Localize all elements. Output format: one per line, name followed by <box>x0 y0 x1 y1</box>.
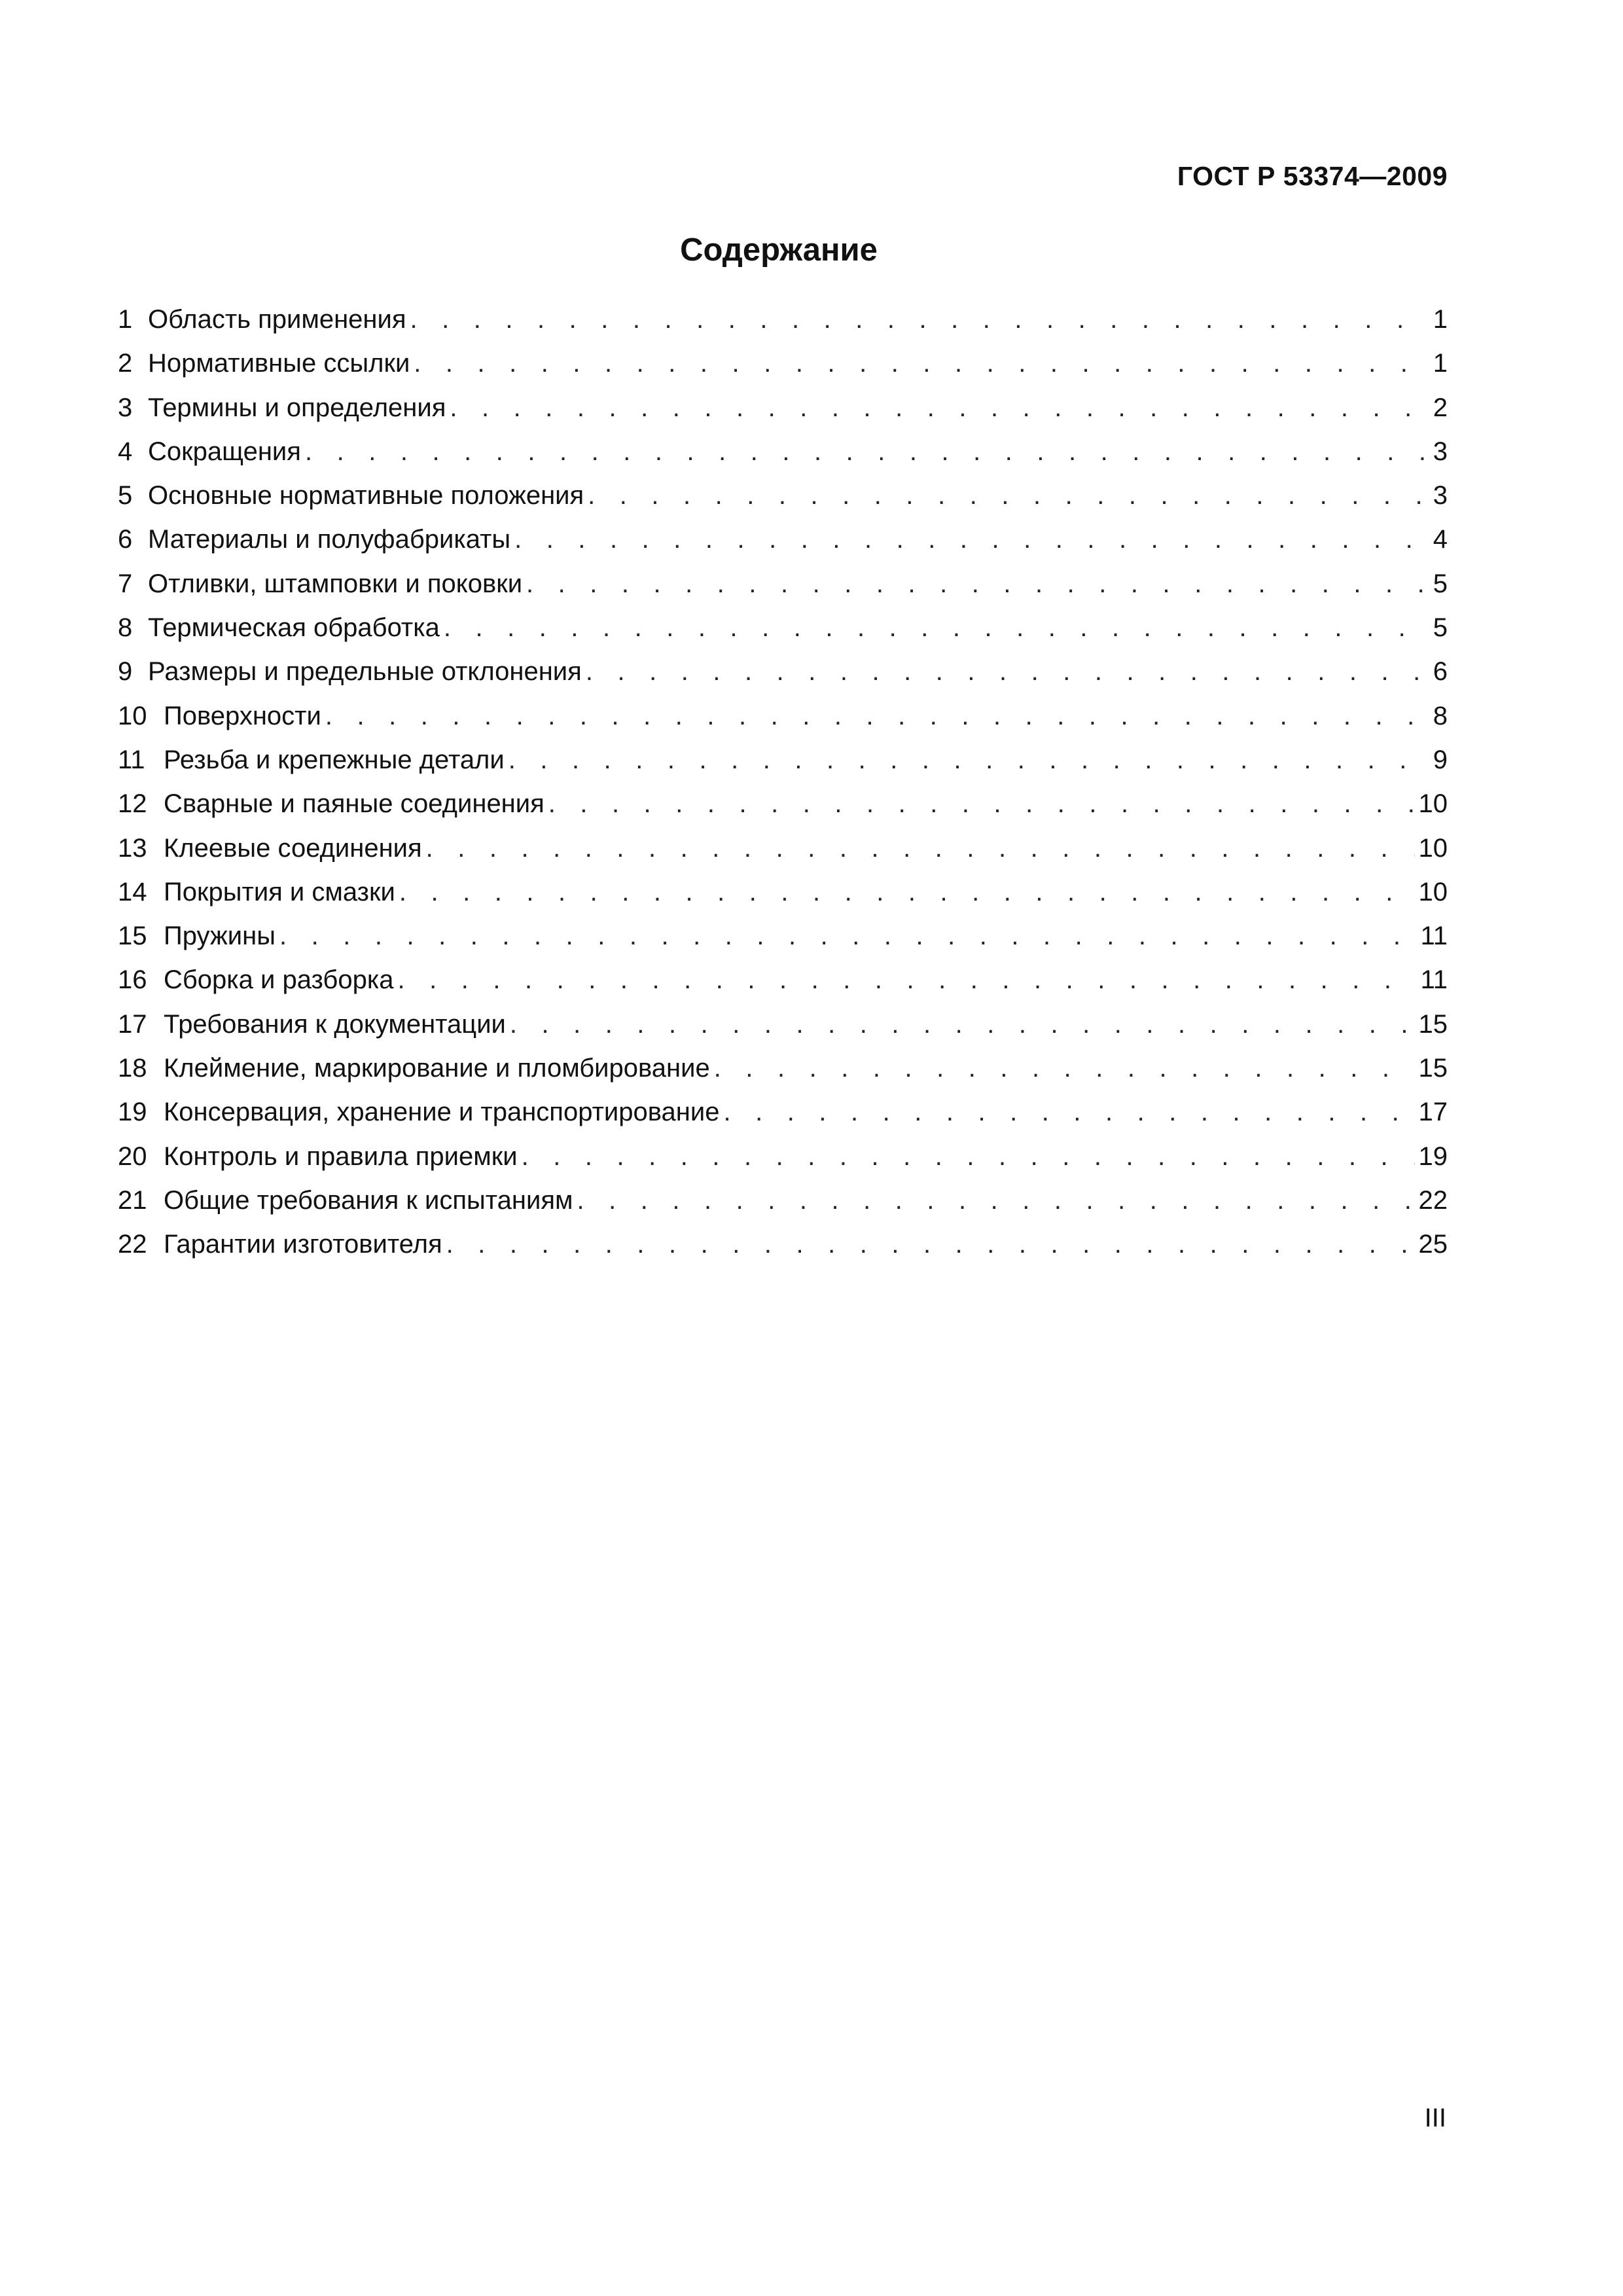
toc-entry[interactable] <box>118 958 1448 1002</box>
page-number: III <box>1424 2104 1446 2132</box>
toc-entry-page: 10 <box>1418 833 1448 863</box>
toc-entry-title: Резьба и крепежные детали <box>164 745 505 774</box>
toc-entry-title: Размеры и предельные отклонения <box>148 657 582 687</box>
toc-entry[interactable] <box>118 650 1448 694</box>
toc-entry-number: 3 <box>118 393 133 422</box>
dot-leader <box>279 914 1417 958</box>
dot-leader <box>325 694 1429 738</box>
dot-leader <box>723 1090 1414 1134</box>
dot-leader <box>588 474 1429 518</box>
toc-entry[interactable] <box>118 430 1448 474</box>
toc-entry[interactable] <box>118 1179 1448 1223</box>
toc-entry[interactable] <box>118 694 1448 738</box>
toc-entry-title: Сокращения <box>148 437 301 466</box>
toc-entry-page: 15 <box>1418 1009 1448 1039</box>
toc-entry[interactable] <box>118 782 1448 826</box>
toc-entry[interactable] <box>118 474 1448 518</box>
toc-entry-number: 1 <box>118 305 133 334</box>
dot-leader <box>397 958 1416 1002</box>
toc-entry-title: Сварные и паяные соединения <box>164 789 544 819</box>
document-code: ГОСТ Р 53374—2009 <box>1177 161 1448 191</box>
dot-leader <box>508 738 1429 782</box>
toc-entry-page: 15 <box>1418 1054 1448 1083</box>
toc-entry-title: Сборка и разборка <box>164 965 394 995</box>
dot-leader <box>577 1179 1415 1223</box>
toc-entry[interactable] <box>118 606 1448 650</box>
toc-entry-page: 8 <box>1433 701 1448 730</box>
toc-entry[interactable] <box>118 298 1448 342</box>
toc-entry-title: Поверхности <box>164 701 321 730</box>
toc-entry-title: Термины и определения <box>148 393 446 422</box>
toc-title: Содержание <box>680 232 878 268</box>
toc-entry[interactable] <box>118 914 1448 958</box>
toc-entry-page: 1 <box>1433 349 1448 378</box>
toc-entry-number: 19 <box>118 1098 147 1127</box>
toc-entry-number: 18 <box>118 1054 147 1083</box>
toc-entry-number: 2 <box>118 349 133 378</box>
toc-entry-number: 17 <box>118 1009 147 1039</box>
toc-entry-number: 6 <box>118 525 133 554</box>
toc-entry-title: Основные нормативные положения <box>148 481 584 511</box>
toc-entry-number: 8 <box>118 613 133 643</box>
toc-entry[interactable] <box>118 562 1448 606</box>
toc-entry-title: Отливки, штамповки и поковки <box>148 569 523 598</box>
toc-entry-page: 2 <box>1433 393 1448 422</box>
toc-entry-page: 10 <box>1418 877 1448 906</box>
toc-entry[interactable] <box>118 518 1448 562</box>
toc-entry-number: 7 <box>118 569 133 598</box>
dot-leader <box>446 1223 1415 1266</box>
toc-entry-number: 5 <box>118 481 133 511</box>
toc-entry[interactable] <box>118 738 1448 782</box>
toc-entry[interactable] <box>118 827 1448 870</box>
toc-entry[interactable] <box>118 1135 1448 1179</box>
toc-entry-number: 14 <box>118 877 147 906</box>
toc-entry-number: 12 <box>118 789 147 819</box>
toc-entry-page: 11 <box>1420 922 1448 951</box>
toc-entry-page: 5 <box>1433 569 1448 598</box>
toc-entry-title: Контроль и правила приемки <box>164 1141 518 1171</box>
dot-leader <box>450 386 1429 430</box>
toc-entry[interactable] <box>118 1090 1448 1134</box>
toc-entry-page: 25 <box>1418 1230 1448 1259</box>
toc-entry-title: Консервация, хранение и транспортирование <box>164 1098 720 1127</box>
toc-entry-number: 4 <box>118 437 133 466</box>
toc-entry-number: 10 <box>118 701 147 730</box>
toc-entry-page: 5 <box>1433 613 1448 643</box>
toc-entry[interactable] <box>118 870 1448 914</box>
toc-entry-number: 9 <box>118 657 133 687</box>
dot-leader <box>522 1135 1415 1179</box>
dot-leader <box>305 430 1429 474</box>
toc-entry-number: 21 <box>118 1185 147 1215</box>
toc-entry-number: 22 <box>118 1230 147 1259</box>
toc-entry[interactable] <box>118 342 1448 386</box>
toc-entry-number: 15 <box>118 922 147 951</box>
dot-leader <box>510 1003 1415 1047</box>
toc-entry-number: 11 <box>118 745 145 774</box>
toc-entry-number: 16 <box>118 965 147 995</box>
toc-entry-page: 17 <box>1418 1098 1448 1127</box>
toc-entry-title: Область применения <box>148 305 406 334</box>
dot-leader <box>714 1047 1415 1090</box>
toc-entry-page: 3 <box>1433 481 1448 511</box>
toc-entry[interactable] <box>118 1047 1448 1090</box>
toc-entry-title: Общие требования к испытаниям <box>164 1185 573 1215</box>
dot-leader <box>526 562 1429 606</box>
toc-entry-title: Материалы и полуфабрикаты <box>148 525 511 554</box>
toc-entry-page: 6 <box>1433 657 1448 687</box>
toc-entry-title: Термическая обработка <box>148 613 440 643</box>
dot-leader <box>414 342 1429 386</box>
toc-entry[interactable] <box>118 1003 1448 1047</box>
toc-entry-page: 1 <box>1433 305 1448 334</box>
toc-entry-number: 13 <box>118 833 147 863</box>
toc-entry[interactable] <box>118 1223 1448 1266</box>
toc-entry-number: 20 <box>118 1141 147 1171</box>
dot-leader <box>548 782 1415 826</box>
dot-leader <box>514 518 1429 562</box>
toc-entry-title: Клеевые соединения <box>164 833 422 863</box>
toc-entry-page: 3 <box>1433 437 1448 466</box>
toc-entry-title: Нормативные ссылки <box>148 349 410 378</box>
toc-entry-title: Покрытия и смазки <box>164 877 395 906</box>
toc-entry-page: 22 <box>1418 1185 1448 1215</box>
dot-leader <box>426 827 1415 870</box>
dot-leader <box>586 650 1429 694</box>
table-of-contents <box>118 298 1448 1267</box>
dot-leader <box>410 298 1429 342</box>
toc-entry-title: Пружины <box>164 922 276 951</box>
toc-entry-page: 9 <box>1433 745 1448 774</box>
dot-leader <box>399 870 1415 914</box>
dot-leader <box>444 606 1429 650</box>
toc-entry-title: Гарантии изготовителя <box>164 1230 442 1259</box>
toc-entry-page: 10 <box>1418 789 1448 819</box>
toc-entry-title: Требования к документации <box>164 1009 506 1039</box>
toc-entry-page: 19 <box>1418 1141 1448 1171</box>
toc-entry-title: Клеймение, маркирование и пломбирование <box>164 1054 710 1083</box>
toc-entry-page: 11 <box>1420 965 1448 995</box>
toc-entry-page: 4 <box>1433 525 1448 554</box>
toc-entry[interactable] <box>118 386 1448 430</box>
